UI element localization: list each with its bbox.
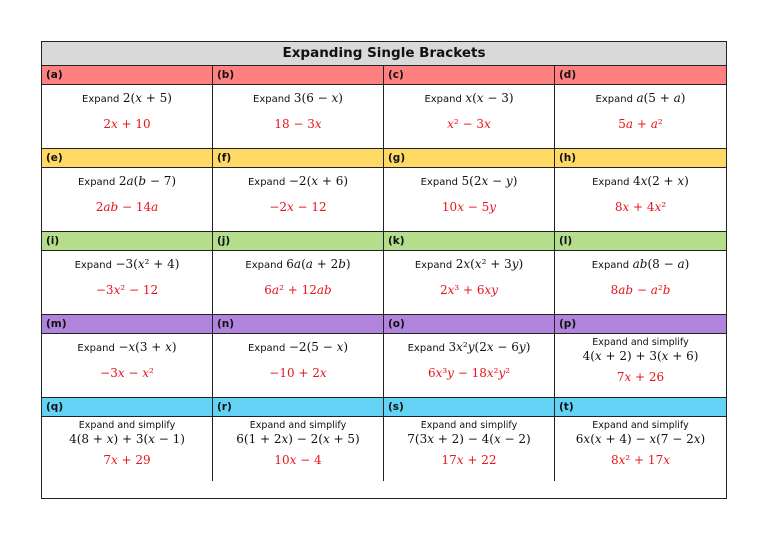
question-body: [213, 417, 383, 481]
question-expression: 2(𝑥 + 5): [122, 91, 172, 105]
answer-text: 8𝑥² + 17𝑥: [611, 453, 670, 467]
question-prompt: Expand: [407, 343, 446, 354]
question-label: (t): [555, 398, 726, 417]
question-cell: [384, 232, 555, 315]
question-cell: [384, 315, 555, 398]
question-text: [42, 420, 212, 446]
question-prompt: Expand: [592, 177, 630, 188]
answer-text: 18 − 3𝑥: [274, 117, 322, 131]
question-prompt: Expand: [420, 177, 459, 188]
answer-text: −10 + 2𝑥: [269, 366, 327, 380]
question-expression: 2𝑎(𝑏 − 7): [118, 174, 177, 188]
question-label: (m): [42, 315, 212, 334]
question-prompt: Expand: [247, 343, 286, 354]
question-prompt: Expand: [414, 260, 453, 271]
question-expression: 𝑎(5 + 𝑎): [636, 91, 686, 105]
question-label: (q): [42, 398, 212, 417]
answer-text: 7𝑥 + 29: [103, 453, 151, 467]
question-text: [42, 174, 212, 188]
question-cell: [42, 232, 213, 315]
question-prompt: Expand and simplify: [78, 420, 176, 431]
question-cell: [384, 398, 555, 481]
question-expression: 6(1 + 2𝑥) − 2(𝑥 + 5): [236, 432, 360, 446]
question-body: [555, 334, 726, 398]
question-prompt: Expand and simplify: [592, 420, 689, 431]
question-expression: 2𝑥(𝑥² + 3𝑦): [455, 257, 524, 271]
question-text: [555, 337, 726, 363]
question-body: [213, 334, 383, 398]
question-expression: 𝑥(𝑥 − 3): [465, 91, 514, 105]
answer-text: −3𝑥² − 12: [95, 283, 159, 297]
question-cell: [555, 315, 726, 398]
answer-text: 7𝑥 + 26: [616, 370, 665, 384]
answer-text: 10𝑥 − 5𝑦: [441, 200, 497, 214]
question-body: [213, 251, 383, 315]
question-cell: [555, 398, 726, 481]
worksheet: [41, 41, 727, 499]
question-cell: [384, 149, 555, 232]
question-label: (r): [213, 398, 383, 417]
question-text: [384, 340, 554, 354]
question-cell: [42, 149, 213, 232]
question-label: (c): [384, 66, 554, 85]
question-label: (j): [213, 232, 383, 251]
answer-text: 6𝑎² + 12𝑎𝑏: [264, 283, 332, 297]
answer-text: 5𝑎 + 𝑎²: [618, 117, 663, 131]
question-body: [213, 85, 383, 149]
question-expression: 4(𝑥 + 2) + 3(𝑥 + 6): [582, 349, 699, 363]
question-label: (e): [42, 149, 212, 168]
question-expression: −3(𝑥² + 4): [115, 257, 180, 271]
question-cell: [555, 66, 726, 149]
answer-text: 17𝑥 + 22: [441, 453, 497, 467]
question-expression: −2(𝑥 + 6): [288, 174, 349, 188]
question-label: (p): [555, 315, 726, 334]
question-label: (h): [555, 149, 726, 168]
question-body: [42, 85, 212, 149]
question-text: [555, 174, 726, 188]
question-prompt: Expand: [591, 260, 630, 271]
question-cell: [555, 149, 726, 232]
question-body: [555, 417, 726, 481]
question-prompt: Expand: [77, 343, 115, 354]
question-expression: 4𝑥(2 + 𝑥): [633, 174, 689, 188]
question-expression: −2(5 − 𝑥): [288, 340, 349, 354]
question-text: [213, 174, 383, 188]
question-label: (n): [213, 315, 383, 334]
question-body: [384, 85, 554, 149]
question-body: [555, 85, 726, 149]
question-label: (f): [213, 149, 383, 168]
question-prompt: Expand: [247, 177, 286, 188]
question-expression: 5(2𝑥 − 𝑦): [461, 174, 518, 188]
question-text: [213, 340, 383, 354]
question-expression: 𝑎𝑏(8 − 𝑎): [632, 257, 690, 271]
answer-text: −3𝑥 − 𝑥²: [100, 366, 154, 380]
question-expression: 7(3𝑥 + 2) − 4(𝑥 − 2): [407, 432, 531, 446]
question-body: [42, 417, 212, 481]
question-cell: [213, 149, 384, 232]
question-label: (a): [42, 66, 212, 85]
question-expression: 6𝑎(𝑎 + 2𝑏): [286, 257, 351, 271]
answer-text: 10𝑥 − 4: [274, 453, 322, 467]
question-prompt: Expand: [245, 260, 283, 271]
question-label: (k): [384, 232, 554, 251]
question-text: [384, 420, 554, 446]
answer-text: 𝑥² − 3𝑥: [447, 117, 491, 131]
question-text: [213, 91, 383, 105]
question-expression: 4(8 + 𝑥) + 3(𝑥 − 1): [69, 432, 185, 446]
question-prompt: Expand and simplify: [249, 420, 347, 431]
question-prompt: Expand: [595, 94, 633, 105]
question-label: (b): [213, 66, 383, 85]
question-body: [42, 251, 212, 315]
question-text: [213, 257, 383, 271]
question-text: [555, 420, 726, 446]
question-body: [555, 251, 726, 315]
answer-text: 8𝑎𝑏 − 𝑎²𝑏: [610, 283, 671, 297]
question-cell: [213, 398, 384, 481]
question-label: (g): [384, 149, 554, 168]
question-expression: 3𝑥²𝑦(2𝑥 − 6𝑦): [448, 340, 531, 354]
question-body: [384, 334, 554, 398]
question-prompt: Expand: [253, 94, 291, 105]
question-body: [42, 168, 212, 232]
question-prompt: Expand: [82, 94, 120, 105]
question-prompt: Expand: [424, 94, 462, 105]
answer-text: −2𝑥 − 12: [269, 200, 327, 214]
question-text: [42, 340, 212, 354]
question-cell: [213, 315, 384, 398]
question-prompt: Expand: [74, 260, 112, 271]
question-text: [384, 257, 554, 271]
question-cell: [42, 66, 213, 149]
question-label: (l): [555, 232, 726, 251]
question-text: [555, 257, 726, 271]
question-cell: [42, 315, 213, 398]
question-body: [384, 251, 554, 315]
question-prompt: Expand: [77, 177, 116, 188]
question-prompt: Expand and simplify: [420, 420, 518, 431]
question-body: [384, 168, 554, 232]
question-body: [555, 168, 726, 232]
question-label: (s): [384, 398, 554, 417]
answer-text: 2𝑎𝑏 − 14𝑎: [95, 200, 159, 214]
question-body: [42, 334, 212, 398]
question-label: (d): [555, 66, 726, 85]
question-body: [213, 168, 383, 232]
question-text: [555, 91, 726, 105]
question-text: [42, 257, 212, 271]
answer-text: 8𝑥 + 4𝑥²: [614, 200, 667, 214]
question-text: [213, 420, 383, 446]
question-text: [384, 174, 554, 188]
question-cell: [555, 232, 726, 315]
answer-text: 6𝑥³𝑦 − 18𝑥²𝑦²: [427, 366, 511, 380]
question-text: [384, 91, 554, 105]
question-body: [384, 417, 554, 481]
question-text: [42, 91, 212, 105]
question-cell: [384, 66, 555, 149]
question-label: (o): [384, 315, 554, 334]
question-prompt: Expand and simplify: [592, 337, 689, 348]
worksheet-title: Expanding Single Brackets: [42, 42, 726, 66]
question-expression: 6𝑥(𝑥 + 4) − 𝑥(7 − 2𝑥): [575, 432, 706, 446]
answer-text: 2𝑥³ + 6𝑥𝑦: [439, 283, 499, 297]
question-expression: −𝑥(3 + 𝑥): [118, 340, 177, 354]
question-cell: [213, 232, 384, 315]
question-cell: [42, 398, 213, 481]
question-cell: [213, 66, 384, 149]
answer-text: 2𝑥 + 10: [103, 117, 151, 131]
question-expression: 3(6 − 𝑥): [293, 91, 343, 105]
question-label: (i): [42, 232, 212, 251]
